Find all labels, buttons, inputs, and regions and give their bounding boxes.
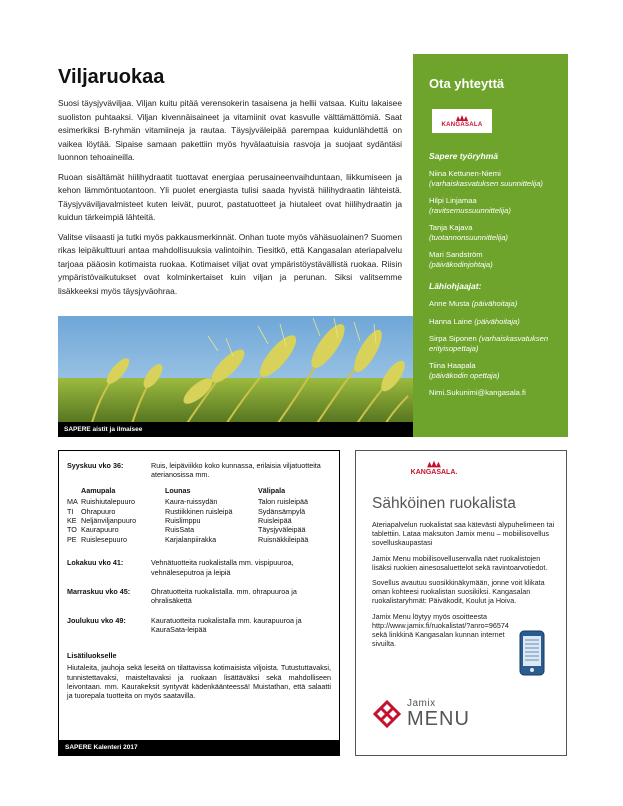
instructor-role: (päiväkodin opettaja) bbox=[429, 370, 500, 380]
week-label: Lokakuu vko 41: bbox=[67, 558, 124, 568]
instructor-name: Sirpa Siponen bbox=[429, 334, 477, 343]
menu-day: TI bbox=[67, 506, 74, 516]
week-label: Syyskuu vko 36: bbox=[67, 461, 124, 470]
menu-lunch: Karjalanpiirakka bbox=[165, 534, 217, 544]
week-text: Ruis, leipäviikko koko kunnassa, erilaisia viljatuotteita aterianosissa mm. bbox=[151, 461, 321, 480]
menu-breakfast: Ruislesepuuro bbox=[81, 534, 127, 544]
menu-snack: Ruisleipää bbox=[258, 516, 292, 526]
member-role: (päiväkodinjohtaja) bbox=[429, 259, 493, 269]
emenu-paragraph: Sovellus avautuu suosikkinäkymään, jonne voit klikata oman kohteesi ruokalistan suosikiksi. Kangasalan ruokalistaryhmät: Päiväkodit, Koulut ja Hoiva. bbox=[372, 578, 545, 606]
member-name: Hilpi Linjamaa bbox=[429, 196, 477, 205]
jamix-logo-icon bbox=[372, 699, 402, 729]
menu-lunch: RuisSata bbox=[165, 525, 195, 535]
sidebar-title: Ota yhteyttä bbox=[429, 76, 505, 91]
food-calendar bbox=[58, 450, 340, 756]
menu-lunch: Rustiikkinen ruisleipä bbox=[165, 506, 233, 516]
article-paragraph: Valitse viisaasti ja tutki myös pakkausmerkinnät. Onhan tuote myös vähäsuolainen? Suomen rikas leipäkulttuuri antaa mahdollisuuksia valintoihin. Tiesitkö, että Kangasalan ateriapalvelu tarjoaa pääosin kotimaista ruokaa. Kotimaiset viljat ovat ympäristöystävällistä ruokaa. Riisin ympäristövaikutukset ovat kolminkertaiset kuin viljan ja perunan. Siksi valitsemme lisäkkeeksi myös täysjyväohraa. bbox=[58, 231, 402, 296]
article-title: Viljaruokaa bbox=[58, 66, 165, 88]
menu-lunch: Kaura-ruissydän bbox=[165, 497, 218, 507]
member-name: Niina Kettunen-Niemi bbox=[429, 169, 501, 178]
member-name: Mari Sandström bbox=[429, 250, 483, 259]
week-49-row bbox=[67, 616, 331, 635]
member-role: (ravitsemussuunnittelija) bbox=[429, 205, 511, 215]
team-member bbox=[429, 196, 552, 215]
calendar-footer: SAPERE Kalenteri 2017 bbox=[59, 740, 339, 755]
menu-row bbox=[67, 497, 331, 506]
jamix-text: Jamix bbox=[407, 698, 436, 709]
info-text: Hiutaleita, jauhoja sekä leseitä on tilattavissa kotimaisista viljoista. Tutustuttavaksi, tunnistettavaksi, maisteltavaksi ja ruokaan lisättäväksi sekä mahdolliseen leivontaan. mm. Kaurakeksit syntyvät kädenkäänteessä! Muistathan, että salaatti ja tuorepala tuotteita on myös saatavilla. bbox=[67, 663, 331, 701]
instructor-name: Hanna Laine bbox=[429, 316, 473, 326]
header-snack: Välipala bbox=[258, 485, 286, 495]
local-instructor bbox=[429, 299, 552, 309]
team-heading: Sapere työryhmä bbox=[429, 151, 498, 161]
kangasala-logo bbox=[432, 109, 492, 133]
emenu-link-paragraph[interactable]: Jamix Menu löytyy myös osoitteesta http://www.jamix.fi/ruokalistat/?anro=96574 sekä linkkinä Kangasalan kunnan internet sivuilta. bbox=[372, 611, 509, 649]
menu-snack: Talon ruisleipää bbox=[258, 497, 308, 507]
week-text: Ohratuotteita ruokalistalla. mm. ohrapuuroa ja ohralisäkettä bbox=[151, 587, 297, 606]
menu-breakfast: Neljänviljanpuuro bbox=[81, 516, 137, 526]
menu-row bbox=[67, 516, 331, 525]
header-breakfast: Aamupala bbox=[81, 485, 116, 495]
article bbox=[58, 66, 402, 304]
instructor-name: Tiina Haapala bbox=[429, 361, 476, 370]
menu-day: MA bbox=[67, 497, 78, 507]
menu-snack: Sydänsämpylä bbox=[258, 506, 306, 516]
team-member bbox=[429, 223, 552, 242]
week-label: Joulukuu vko 49: bbox=[67, 615, 126, 625]
logo-text: KANGASALA bbox=[441, 122, 483, 128]
menu-day: KE bbox=[67, 516, 77, 526]
menu-row bbox=[67, 535, 331, 544]
instructor-role: (päivähoitaja) bbox=[471, 299, 518, 308]
menu-snack: Täysjyväleipää bbox=[258, 525, 306, 535]
digital-menu-box bbox=[355, 450, 567, 756]
emenu-paragraph: Jamix Menu mobiilisovellusenvalla näet ruokalistojen lisäksi ruokien ainesosaluettelot sekä ravintoarvotiedot. bbox=[372, 553, 548, 572]
member-role: (tuotannonsuunnittelija) bbox=[429, 232, 508, 242]
menu-row bbox=[67, 507, 331, 516]
header-lunch: Lounas bbox=[165, 485, 191, 495]
menu-row bbox=[67, 525, 331, 534]
wheat-photo bbox=[58, 316, 413, 437]
menu-breakfast: Ohrapuuro bbox=[81, 506, 116, 516]
photo-caption: SAPERE aistit ja ilmaisee bbox=[58, 422, 413, 437]
menu-day: TO bbox=[67, 525, 77, 535]
menu-day: PE bbox=[67, 534, 77, 544]
week-text: Kauratuotteita ruokalistalla mm. kaurapuuroa ja KauraSata-leipää bbox=[151, 615, 302, 635]
logo-text: KANGASALA. bbox=[410, 469, 458, 476]
week-45-row bbox=[67, 587, 331, 606]
local-heading: Lähiohjaajat: bbox=[429, 281, 482, 291]
menu-snack: Ruisnäkkileipää bbox=[258, 534, 309, 544]
article-paragraph: Suosi täysjyväviljaa. Viljan kuitu pitää verensokerin tasaisena ja hellii vatsaa. Kuitu lakaisee suoliston puhtaaksi. Viljan kivennäisaineet ja vitamiinit ovat kasvulle välttämättömiä. Saat esimerkiksi B-ryhmän vitamiineja ja rautaa. Täysjyväleipää parempaa kuidunlähdettä on vaikea löytää. Sipaise samaan pakettiin myös hyvälaatuisia rasvoja ja suojaat sydäntäsi luonnon tehoaineilla. bbox=[58, 98, 402, 162]
emenu-title: Sähköinen ruokalista bbox=[372, 495, 516, 512]
menu-breakfast: Ruishiutalepuuro bbox=[81, 497, 135, 507]
contact-email[interactable]: Nimi.Sukunimi@kangasala.fi bbox=[429, 388, 526, 397]
menu-lunch: Ruislimppu bbox=[165, 516, 201, 526]
jamix-menu-logo bbox=[372, 699, 470, 729]
menu-text: MENU bbox=[407, 708, 470, 730]
week-label: Marraskuu vko 45: bbox=[67, 587, 131, 597]
bread-week-menu bbox=[67, 486, 331, 544]
week-41-row bbox=[67, 558, 331, 577]
member-name: Tanja Kajava bbox=[429, 223, 473, 232]
week-36-row bbox=[67, 461, 331, 480]
emenu-paragraph: Ateriapalvelun ruokalistat saa kätevästi älypuhelimeen tai tablettiin. Lataa maksuton Jamix menu – mobiilisovellus sovelluskaupastasi bbox=[372, 520, 555, 548]
local-instructor bbox=[429, 317, 552, 327]
local-instructor bbox=[429, 361, 552, 380]
crown-icon bbox=[426, 459, 442, 469]
week-text: Vehnätuotteita ruokalistalla mm. vispipuuroa, vehnäleseputroa ja leipiä bbox=[151, 558, 294, 577]
instructor-role: (päivähoitaja) bbox=[474, 316, 520, 326]
team-member bbox=[429, 169, 552, 188]
member-role: (varhaiskasvatuksen suunnittelija) bbox=[429, 178, 543, 188]
menu-breakfast: Kaurapuuro bbox=[81, 525, 119, 535]
wheat-field-image bbox=[58, 316, 413, 437]
contact-sidebar bbox=[413, 54, 568, 437]
article-paragraph: Ruoan sisältämät hiilihydraatit tuottavat energiaa perusaineenvaihduntaan, liikkumiseen ja kehon lämmöntuotantoon. Yli puolet energiasta tulisi saada hyvistä hiilihydraatin lähteistä. Täysjyväviljavalmisteet kuten leivät, puurot, pastatuotteet ja hiutaleet ovat hiilihydraatin ja kuidun tärkeimpiä lähteitä. bbox=[58, 171, 402, 222]
instructor-name: Anne Musta bbox=[429, 299, 470, 308]
team-member bbox=[429, 250, 552, 269]
local-instructor bbox=[429, 334, 552, 353]
menu-header bbox=[67, 486, 331, 495]
instructor-role: (varhaiskasvatuksen erityisopettaja) bbox=[429, 334, 549, 353]
smartphone-icon bbox=[519, 630, 545, 676]
info-heading: Lisätiluokselle bbox=[67, 650, 117, 660]
kangasala-logo bbox=[404, 459, 464, 485]
crown-icon bbox=[455, 114, 469, 122]
